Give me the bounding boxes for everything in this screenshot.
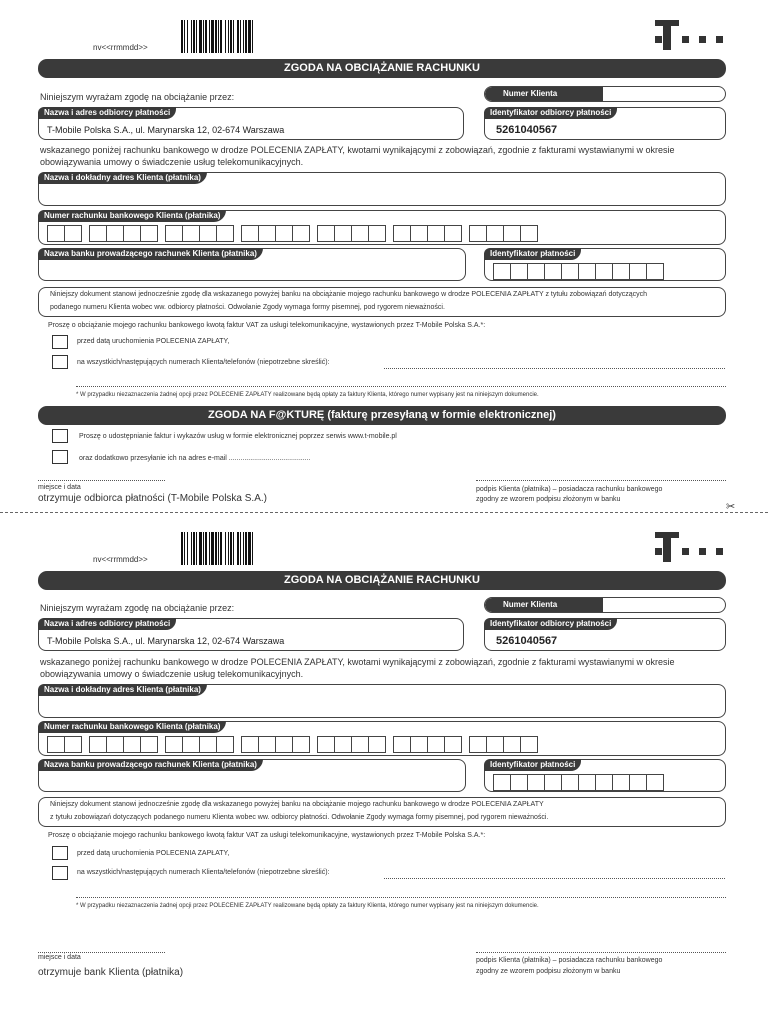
place-date-line[interactable] [38,480,165,481]
barcode-bar [230,532,232,565]
signature-label-1: podpis Klienta (płatnika) – posiadacza rachunku bankowego [476,957,663,964]
barcode-bar [240,532,241,565]
barcode-bar [252,20,253,53]
consent-form-bottom [0,512,768,1024]
barcode-bar [248,20,251,53]
signature-line[interactable] [476,952,726,953]
bank-notice-box [38,287,726,317]
recipient-label: otrzymuje bank Klienta (płatnika) [38,967,184,978]
barcode-bar [240,20,241,53]
account-digit-cell[interactable] [258,736,276,753]
payment-id-cell[interactable] [561,263,579,280]
cell-group-gap [81,736,89,753]
barcode-bar [184,20,185,53]
cell-group-gap [461,736,469,753]
barcode-bar [187,532,188,565]
barcode-bar [243,532,244,565]
payment-id-cell[interactable] [595,263,613,280]
payment-id-cell[interactable] [578,774,596,791]
cell-group-gap [385,736,393,753]
bank-name-field[interactable] [38,759,466,792]
option-before-date-checkbox[interactable] [52,335,68,349]
account-digit-cell[interactable] [520,225,538,242]
account-digit-cell[interactable] [410,736,428,753]
client-address-label: Nazwa i dokładny adres Klienta (płatnika) [38,172,207,184]
payment-id-cell[interactable] [544,774,562,791]
barcode-bar [199,532,202,565]
account-digit-cell[interactable] [140,736,158,753]
account-digit-cell[interactable] [292,225,310,242]
barcode-bar [233,20,234,53]
account-digit-cell[interactable] [427,225,445,242]
cell-group-gap [157,225,165,242]
numbers-entry-line-2[interactable] [76,897,726,898]
barcode-bar [248,532,251,565]
barcode-bar [196,532,197,565]
intro-text: Niniejszym wyrażam zgodę na obciążanie przez: [40,603,235,613]
account-digit-cell[interactable] [165,225,183,242]
account-digit-cell[interactable] [275,736,293,753]
option-all-numbers-label: na wszystkich/następujących numerach Klienta/telefonów (niepotrzebne skreślić): [77,869,330,876]
barcode-bar [187,20,188,53]
barcode-bar [245,20,247,53]
payment-id-cell[interactable] [510,263,528,280]
barcode-bar [191,20,192,53]
account-digit-cell[interactable] [47,736,65,753]
payment-id-cell[interactable] [595,774,613,791]
barcode-bar [184,532,185,565]
vat-request-text: Proszę o obciążanie mojego rachunku bankowego kwotą faktur VAT za usługi telekomunikacyjne, wystawionych przez T-Mobile Polska S.A.*: [48,832,486,839]
account-digit-cell[interactable] [123,736,141,753]
bank-name-label: Nazwa banku prowadzącego rachunek Klienta (płatnika) [38,248,263,260]
barcode-bar [211,532,214,565]
payment-id-cell[interactable] [646,263,664,280]
footnote: * W przypadku niezaznaczenia żadnej opcji przez POLECENIE ZAPŁATY realizowane będą opłaty za faktury Klienta, którego numer wypisany jest na niniejszym dokumencie. [76,392,539,398]
numer-klienta-field[interactable] [484,597,726,613]
barcode-bar [196,20,197,53]
numer-klienta-label: Numer Klienta [485,87,603,101]
payee-label: Nazwa i adres odbiorcy płatności [38,618,176,630]
option-before-date-label: przed datą uruchomienia POLECENIA ZAPŁATY, [77,850,230,857]
account-digit-cell[interactable] [241,225,259,242]
account-digit-cell[interactable] [469,225,487,242]
barcode-bar [193,532,195,565]
account-digit-cell[interactable] [182,736,200,753]
account-digit-cell[interactable] [469,736,487,753]
barcode-bar [209,20,210,53]
account-digit-cell[interactable] [503,736,521,753]
payment-id-cell[interactable] [493,263,511,280]
account-digit-cell[interactable] [199,736,217,753]
barcode-bar [237,532,239,565]
cell-group-gap [157,736,165,753]
barcode-bar [193,20,195,53]
cell-group-gap [309,225,317,242]
account-digit-cell[interactable] [216,736,234,753]
bank-notice-box [38,797,726,827]
account-digit-cell[interactable] [89,225,107,242]
account-digit-cell[interactable] [165,736,183,753]
terms-paragraph: wskazanego poniżej rachunku bankowego w drodze POLECENIA ZAPŁATY, kwotami wynikającymi z zobowiązań, zgodnie z fakturami wystawianymi w okresie obowiązywania umowy o świadczenie usług telekomunikacyjnych. [40,657,675,679]
payee-id-label: Identyfikator odbiorcy płatności [484,107,617,119]
payment-id-cell[interactable] [578,263,596,280]
client-address-field[interactable] [38,684,726,718]
numer-klienta-field[interactable] [484,86,726,102]
form-title: ZGODA NA OBCIĄŻANIE RACHUNKU [38,59,726,78]
account-digit-cell[interactable] [258,225,276,242]
signature-line[interactable] [476,480,726,481]
account-digit-cell[interactable] [123,225,141,242]
barcode-bar [199,20,202,53]
account-digit-cell[interactable] [444,225,462,242]
efaktura-portal-label: Proszę o udostępnianie faktur i wykazów usług w formie elektronicznej poprzez serwis www.t-mobile.pl [79,433,397,440]
barcode-label: nv<<rrmmdd>> [93,43,148,52]
account-digit-cell[interactable] [64,736,82,753]
t-mobile-logo [655,532,725,564]
cell-group-gap [81,225,89,242]
barcode-bar [191,532,192,565]
payee-id-box [484,107,726,140]
cell-group-gap [309,736,317,753]
barcode-bar [211,20,214,53]
scissors-icon: ✂ [726,501,736,513]
cell-group-gap [233,736,241,753]
payee-label: Nazwa i adres odbiorcy płatności [38,107,176,119]
numbers-entry-line[interactable] [384,878,725,879]
account-number-label: Numer rachunku bankowego Klienta (płatnika) [38,721,226,733]
bank-name-field[interactable] [38,248,466,281]
barcode-bar [205,532,207,565]
payment-id-box [484,759,726,792]
account-digit-cell[interactable] [351,225,369,242]
bank-name-label: Nazwa banku prowadzącego rachunek Klienta (płatnika) [38,759,263,771]
client-address-label: Nazwa i dokładny adres Klienta (płatnika) [38,684,207,696]
account-digit-cell[interactable] [393,736,411,753]
account-digit-cell[interactable] [106,736,124,753]
payee-id-label: Identyfikator odbiorcy płatności [484,618,617,630]
account-digit-cell[interactable] [334,225,352,242]
account-digit-cell[interactable] [47,225,65,242]
account-digit-cell[interactable] [64,225,82,242]
payment-id-cell[interactable] [646,774,664,791]
payment-id-cell[interactable] [629,774,647,791]
barcode-bar [228,20,229,53]
barcode-bar [181,532,183,565]
account-digit-cell[interactable] [241,736,259,753]
payee-box [38,618,464,651]
cell-group-gap [385,225,393,242]
account-digit-cell[interactable] [368,736,386,753]
account-digit-cell[interactable] [317,736,335,753]
barcode [181,20,301,53]
efaktura-portal-checkbox[interactable] [52,429,68,443]
barcode-bar [245,532,247,565]
numbers-entry-line-2[interactable] [76,386,726,387]
payment-id-label: Identyfikator płatności [484,248,581,260]
payee-id-value: 5261040567 [496,124,558,136]
efaktura-email-checkbox[interactable] [52,450,68,464]
account-digit-cell[interactable] [199,225,217,242]
account-digit-cell[interactable] [140,225,158,242]
account-digit-cell[interactable] [410,225,428,242]
efaktura-email-label: oraz dodatkowo przesyłanie ich na adres e-mail .......................................... [79,455,311,462]
barcode-bar [215,532,217,565]
payment-id-cell[interactable] [612,263,630,280]
account-digit-cell[interactable] [317,225,335,242]
barcode-bar [237,20,239,53]
account-number-label: Numer rachunku bankowego Klienta (płatnika) [38,210,226,222]
footnote: * W przypadku niezaznaczenia żadnej opcji przez POLECENIE ZAPŁATY realizowane będą opłaty za faktury Klienta, którego numer wypisany jest na niniejszym dokumencie. [76,903,539,909]
payment-id-cell[interactable] [561,774,579,791]
payment-id-cell[interactable] [612,774,630,791]
form-title: ZGODA NA OBCIĄŻANIE RACHUNKU [38,571,726,590]
payment-id-cells[interactable] [493,774,663,791]
bank-notice-line2: podanego numeru Klienta wobec ww. odbiorcy płatności. Odwołanie Zgody wymaga formy pisemnej, pod rygorem nieważności. [50,304,445,311]
account-digit-cell[interactable] [486,736,504,753]
barcode-bar [181,20,183,53]
payment-id-cell[interactable] [544,263,562,280]
payment-id-cell[interactable] [527,774,545,791]
account-digit-cell[interactable] [503,225,521,242]
barcode-bar [233,532,234,565]
numer-klienta-label: Numer Klienta [485,598,603,612]
signature-label-2: zgodny ze wzorem podpisu złożonym w banku [476,968,621,975]
place-date-label: miejsce i data [38,954,81,961]
t-mobile-logo [655,20,725,52]
account-number-box [38,721,726,756]
payee-id-value: 5261040567 [496,635,558,647]
client-address-field[interactable] [38,172,726,206]
option-before-date-label: przed datą uruchomienia POLECENIA ZAPŁATY, [77,338,230,345]
payee-value: T-Mobile Polska S.A., ul. Marynarska 12, 02-674 Warszawa [47,125,285,135]
place-date-line[interactable] [38,952,165,953]
account-digit-cell[interactable] [89,736,107,753]
account-digit-cell[interactable] [368,225,386,242]
account-digit-cell[interactable] [216,225,234,242]
barcode-bar [209,532,210,565]
account-digit-cell[interactable] [334,736,352,753]
recipient-label: otrzymuje odbiorca płatności (T-Mobile Polska S.A.) [38,493,267,504]
efaktura-title: ZGODA NA F@KTURĘ (fakturę przesyłaną w formie elektronicznej) [38,406,726,425]
option-all-numbers-checkbox[interactable] [52,866,68,880]
barcode-bar [203,532,204,565]
account-digit-cell[interactable] [351,736,369,753]
option-before-date-checkbox[interactable] [52,846,68,860]
bank-notice-line1: Niniejszy dokument stanowi jednocześnie zgodę dla wskazanego powyżej banku na obciążanie mojego rachunku bankowego w drodze POLECENIA ZAPŁATY z tytułu zobowiązań dotyczących [50,291,648,298]
payment-id-cell[interactable] [510,774,528,791]
payment-id-box [484,248,726,281]
account-digit-cell[interactable] [393,225,411,242]
payee-id-box [484,618,726,651]
intro-text: Niniejszym wyrażam zgodę na obciążanie przez: [40,92,235,102]
cell-group-gap [461,225,469,242]
barcode-bar [225,20,226,53]
barcode [181,532,301,565]
terms-paragraph: wskazanego poniżej rachunku bankowego w drodze POLECENIA ZAPŁATY, kwotami wynikającymi z zobowiązań, zgodnie z fakturami wystawianymi w okresie obowiązywania umowy o świadczenie usług telekomunikacyjnych. [40,145,675,167]
barcode-bar [220,532,222,565]
barcode-bar [205,20,207,53]
account-digit-cell[interactable] [292,736,310,753]
signature-label-2: zgodny ze wzorem podpisu złożonym w banku [476,496,621,503]
payee-value: T-Mobile Polska S.A., ul. Marynarska 12, 02-674 Warszawa [47,636,285,646]
barcode-bar [215,20,217,53]
barcode-bar [252,532,253,565]
account-number-cells[interactable] [47,736,537,753]
place-date-label: miejsce i data [38,484,81,491]
account-digit-cell[interactable] [444,736,462,753]
barcode-bar [203,20,204,53]
payment-id-cell[interactable] [493,774,511,791]
barcode-label: nv<<rrmmdd>> [93,555,148,564]
account-number-cells[interactable] [47,225,537,242]
barcode-bar [228,532,229,565]
payment-id-cells[interactable] [493,263,663,280]
barcode-bar [220,20,222,53]
account-number-box [38,210,726,245]
option-all-numbers-checkbox[interactable] [52,355,68,369]
cell-group-gap [233,225,241,242]
option-all-numbers-label: na wszystkich/następujących numerach Klienta/telefonów (niepotrzebne skreślić): [77,359,330,366]
account-digit-cell[interactable] [106,225,124,242]
vat-request-text: Proszę o obciążanie mojego rachunku bankowego kwotą faktur VAT za usługi telekomunikacyjne, wystawionych przez T-Mobile Polska S.A.*: [48,322,486,329]
barcode-bar [243,20,244,53]
bank-notice-line2: z tytułu zobowiązań dotyczących podanego numeru Klienta wobec ww. odbiorcy płatności. Odwołanie Zgody wymaga formy pisemnej, pod rygorem nieważności. [50,814,549,821]
barcode-bar [230,20,232,53]
payee-box [38,107,464,140]
payment-id-cell[interactable] [527,263,545,280]
bank-notice-line1: Niniejszy dokument stanowi jednocześnie zgodę dla wskazanego powyżej banku na obciążanie mojego rachunku bankowego w drodze POLECENIA ZAPŁATY [50,801,544,808]
barcode-bar [218,20,219,53]
account-digit-cell[interactable] [182,225,200,242]
numbers-entry-line[interactable] [384,368,725,369]
payment-id-cell[interactable] [629,263,647,280]
barcode-bar [218,532,219,565]
account-digit-cell[interactable] [275,225,293,242]
payment-id-label: Identyfikator płatności [484,759,581,771]
account-digit-cell[interactable] [520,736,538,753]
barcode-bar [225,532,226,565]
account-digit-cell[interactable] [427,736,445,753]
account-digit-cell[interactable] [486,225,504,242]
signature-label-1: podpis Klienta (płatnika) – posiadacza rachunku bankowego [476,486,663,493]
